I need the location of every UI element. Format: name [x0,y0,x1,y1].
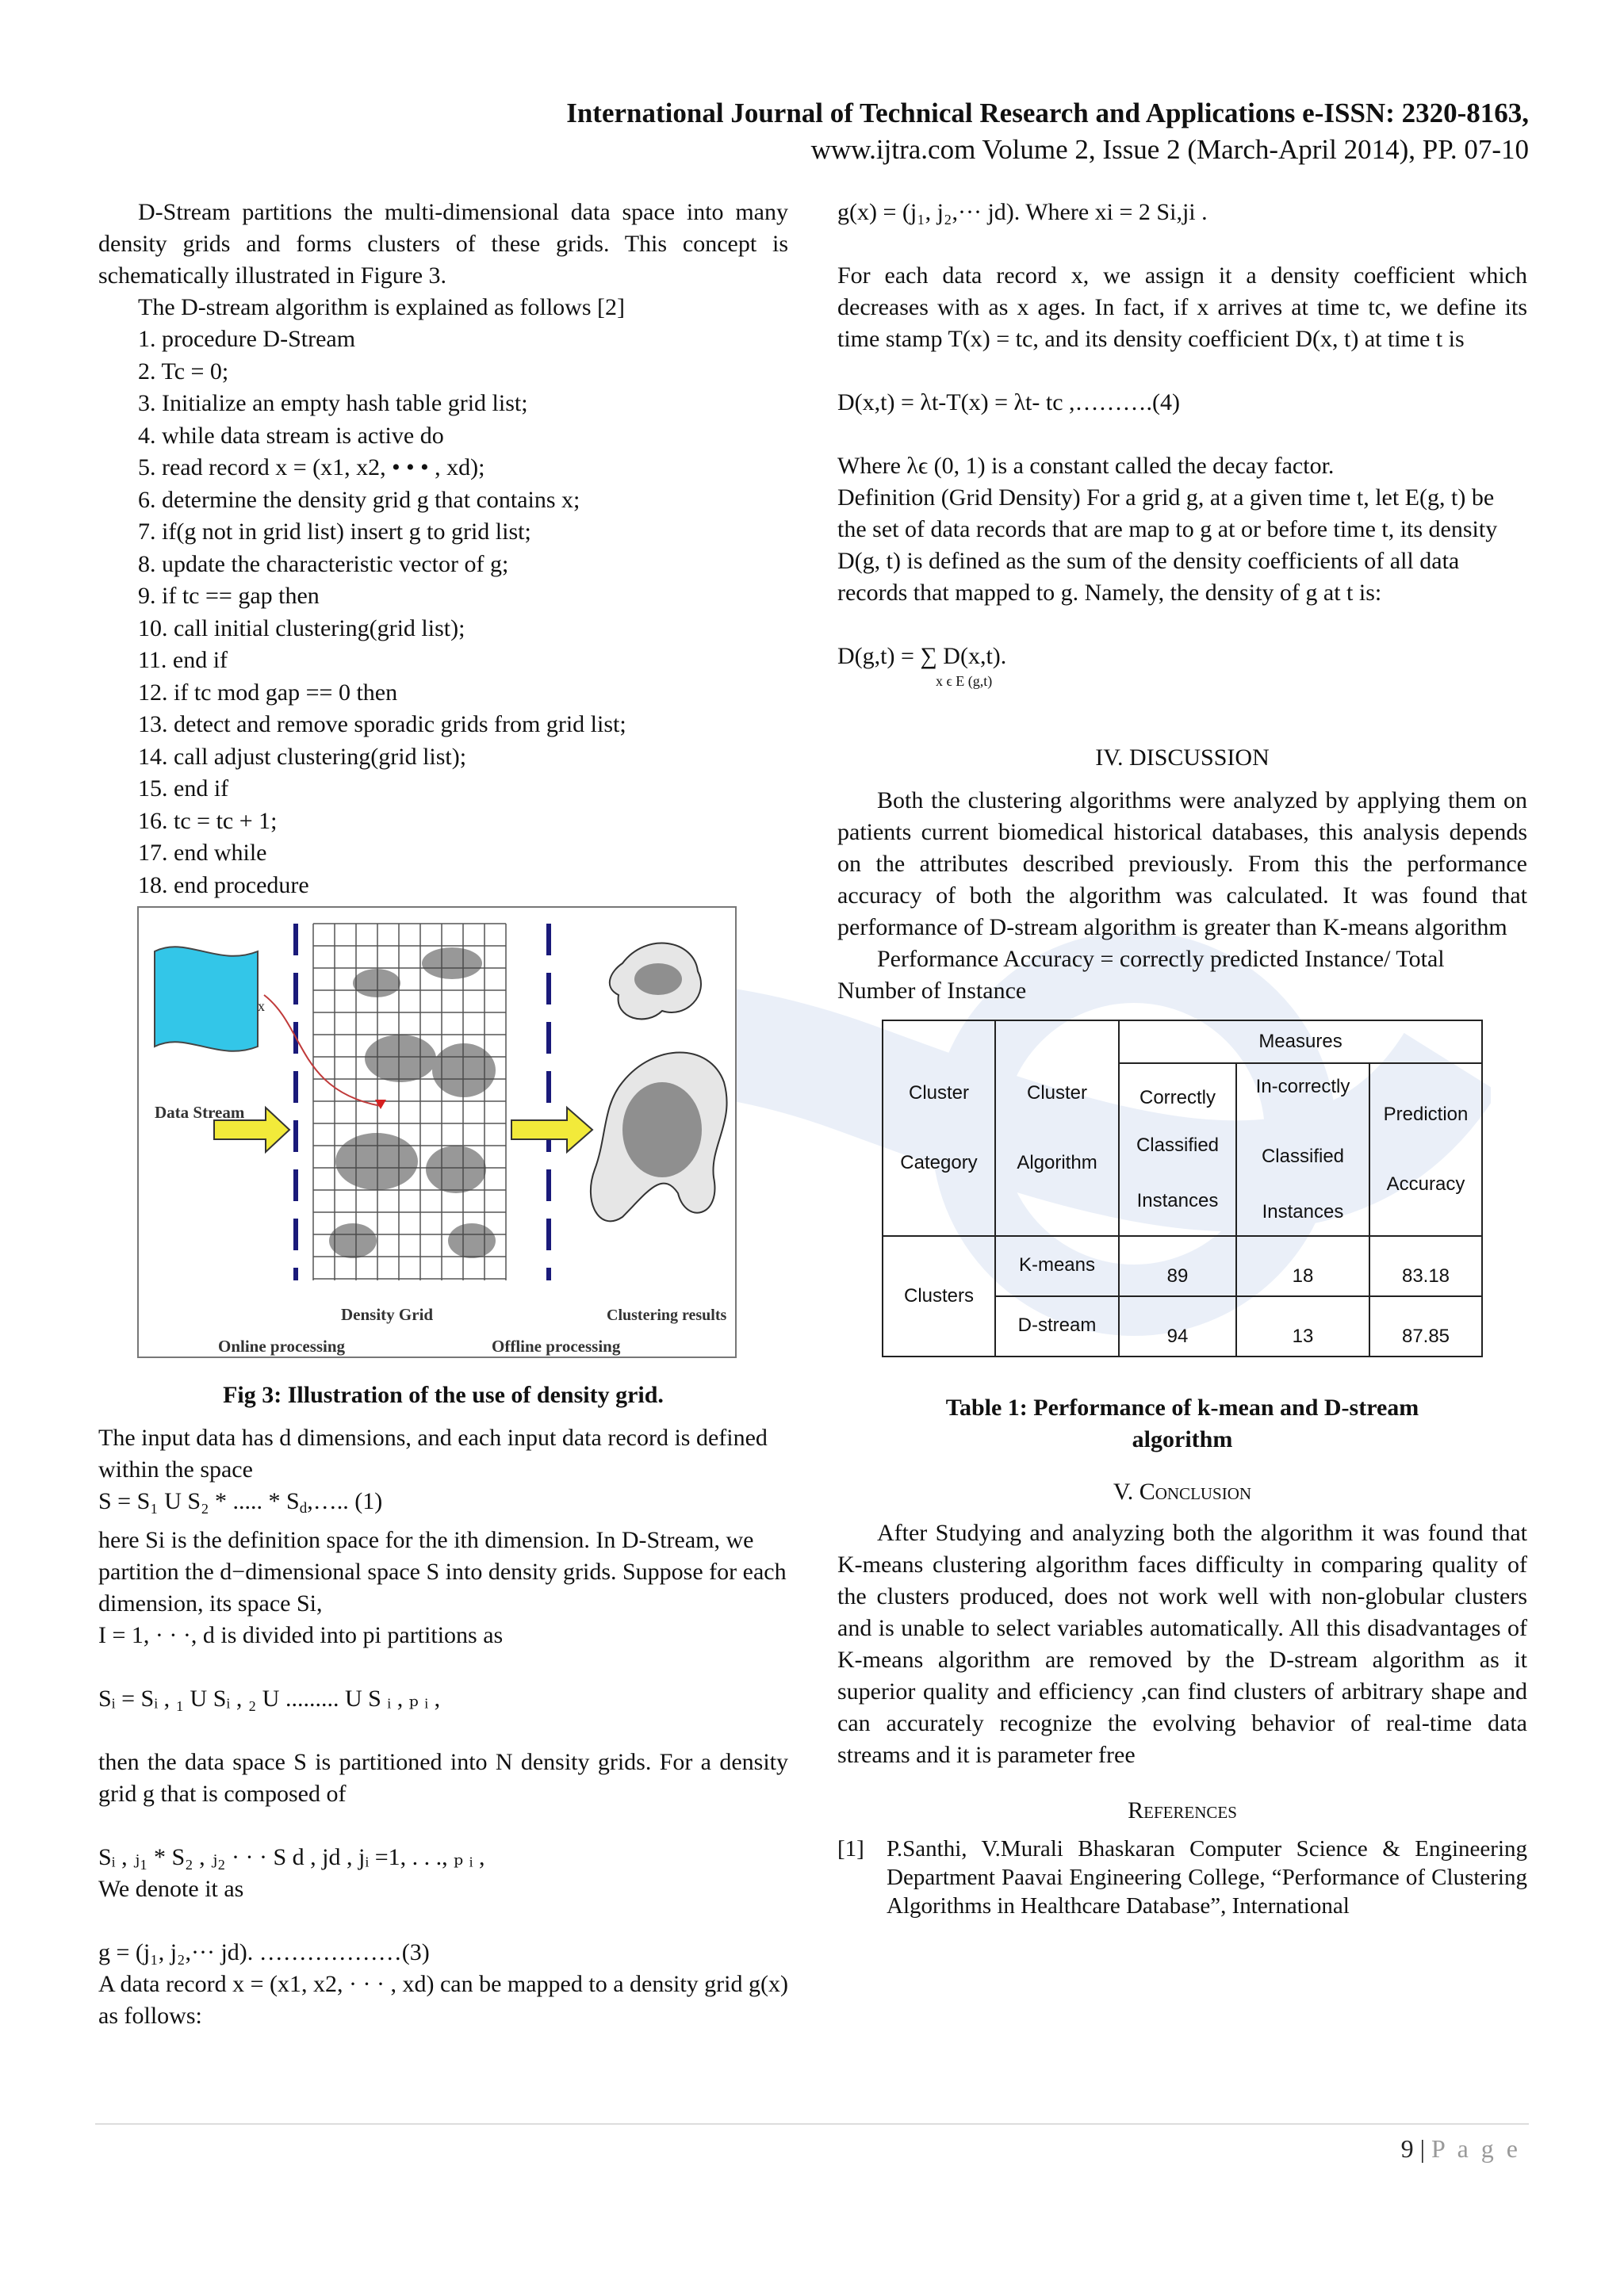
algorithm-step: 2. Tc = 0; [138,358,229,385]
arrow-icon [511,1108,592,1152]
cell-correct: 94 [1119,1296,1236,1357]
algorithm-step: 9. if tc == gap then [138,583,320,609]
equation-density: D(g,t) = ∑ D(x,t). [837,643,1007,669]
algorithm-step: 11. end if [138,647,228,673]
cell-incorrect: 13 [1236,1296,1369,1357]
footer-divider [95,2123,1529,2125]
right-column [837,197,1527,1920]
journal-volume-line: www.ijtra.com Volume 2, Issue 2 (March-April 2014), PP. 07-10 [810,134,1529,165]
equation-3: g = (j₁, j₂,··· jd). ………………(3) [98,1939,430,1965]
algorithm-step: 1. procedure D-Stream [138,326,356,352]
partition-paragraph: I = 1, · · ·, d is divided into pi partitions as [98,1622,504,1648]
density-grid-diagram [139,908,735,1357]
running-header [566,95,1529,168]
cell-incorrect: 18 [1236,1236,1369,1296]
algorithm-step: 3. Initialize an empty hash table grid list; [138,390,528,416]
algorithm-step: 18. end procedure [138,871,309,898]
page-word: P a g e [1431,2134,1521,2163]
algorithm-step: 6. determine the density grid g that contains x; [138,486,580,513]
algorithm-steps [138,323,788,901]
algorithm-step: 5. read record x = (x1, x2, • • • , xd); [138,454,485,480]
header-correctly-classified: Correctly Classified Instances [1119,1063,1236,1236]
figure-density-grid [137,906,737,1358]
algorithm-step: 4. while data stream is active do [138,422,444,449]
equation-grid: Sᵢ , ⱼ₁ * S₂ , ⱼ₂ · · · S d , jd , jᵢ =1, . . ., ₚ ᵢ , [98,1844,485,1870]
algorithm-step: 12. if tc mod gap == 0 then [138,679,398,706]
cell-algorithm: K-means [995,1236,1119,1296]
references-heading: References [1128,1797,1237,1823]
equation-density-subscript: x ϵ E (g,t) [936,673,993,689]
x-label: x [258,998,265,1014]
algorithm-step: 10. call initial clustering(grid list); [138,614,465,641]
header-measures: Measures [1119,1020,1482,1063]
data-stream-shape [155,947,258,1051]
algorithm-step: 14. call adjust clustering(grid list); [138,743,467,770]
input-paragraph: The input data has d dimensions, and each input data record is defined within the space [98,1425,768,1483]
performance-formula: Performance Accuracy = correctly predicted Instance/ Total Number of Instance [837,946,1445,1004]
equation-4: D(x,t) = λt-T(x) = λt- tc ,……….(4) [837,389,1180,415]
cell-algorithm: D-stream [995,1296,1119,1357]
left-column-lower [98,1380,788,2032]
cell-accuracy: 87.85 [1369,1296,1482,1357]
reference-item [837,1835,1527,1920]
algorithm-step: 17. end while [138,840,267,866]
mapping-paragraph: A data record x = (x1, x2, · · · , xd) can be mapped to a density grid g(x) as follows: [98,1971,788,2029]
mapping-curve [264,995,381,1106]
online-processing-label: Online processing [218,1337,346,1356]
journal-issn: e-ISSN: 2320-8163, [1295,98,1529,128]
discussion-paragraph: Both the clustering algorithms were analyzed by applying them on patients current biomedical historical databases, this analysis depends on the attributes described previously. From this the performance accuracy of both the algorithm was calculated. It was found that performance of D-stream algorithm is greater than K-means algorithm [837,787,1527,940]
equation-2: Sᵢ = Sᵢ , ₁ U Sᵢ , ₂ U ......... U S ᵢ , ₚ ᵢ , [98,1686,441,1712]
partition-grids-paragraph: then the data space S is partitioned into N density grids. For a density grid g that is composed of [98,1749,788,1807]
header-cluster-algorithm: Cluster Algorithm [995,1020,1119,1236]
conclusion-paragraph: After Studying and analyzing both the algorithm it was found that K-means clustering algorithm faces difficulty in comparing quality of the clusters produced, does not work well with non-globular clusters and is unable to select variables automatically. All this disadvantages of K-means algorithm are removed by the D-stream algorithm as it superior quality and efficiency ,can find clusters of arbitrary shape and can accurately recognize the evolving behavior of real-time data streams and it is parameter free [837,1520,1527,1768]
section-heading-discussion: IV. DISCUSSION [1095,744,1270,771]
density-grid-label: Density Grid [341,1305,434,1324]
intro-paragraph: D-Stream partitions the multi-dimensional data space into many density grids and forms clusters of these grids. This concept is schematically illustrated in Figure 3. [98,199,788,289]
table-caption: Table 1: Performance of k-mean and D-stream algorithm [945,1395,1419,1452]
data-stream-label: Data Stream [155,1103,245,1122]
cell-category: Clusters [883,1236,995,1357]
performance-table [882,1020,1483,1357]
header-cluster-category: Cluster Category [883,1020,995,1236]
page-footer: 9 | P a g e [1400,2134,1521,2163]
algorithm-step: 7. if(g not in grid list) insert g to grid list; [138,519,531,545]
table-row [883,1236,1482,1296]
section-heading-conclusion: V. Conclusion [1113,1479,1252,1505]
equation-1: S = S₁ U S₂ * ..... * $S_d,\dots$.. (1) [98,1488,383,1517]
grid-density-definition: Definition (Grid Density) For a grid g, at a given time t, let E(g, t) be the set of data records that are map to g at or before time t, its density D(g, t) is defined as the sum of the density coefficients of all data records that mapped to g. Namely, the density of g at t is: [837,484,1498,606]
reference-text: P.Santhi, V.Murali Bhaskaran Computer Science & Engineering Department Paavai Engineering College, “Performance of Clustering Algorithms in Healthcare Database”, International [887,1836,1527,1919]
algorithm-step: 13. detect and remove sporadic grids from grid list; [138,711,626,737]
left-column [98,197,788,901]
offline-processing-label: Offline processing [492,1337,621,1356]
algorithm-step: 8. update the characteristic vector of g; [138,550,509,577]
cell-accuracy: 83.18 [1369,1236,1482,1296]
decay-factor-text: Where λϵ (0, 1) is a constant called the decay factor. [837,453,1335,479]
definition-paragraph: here Si is the definition space for the ith dimension. In D-Stream, we partition the d−dimensional space S into density grids. Suppose for each dimension, its space Si, [98,1527,787,1617]
journal-name: International Journal of Technical Research and Applications [566,98,1296,128]
equation-gx: g(x) = (j₁, j₂,··· jd). Where xi = 2 Si,ji . [837,199,1208,225]
algorithm-intro: The D-stream algorithm is explained as follows [2] [138,294,626,320]
figure-caption: Fig 3: Illustration of the use of density grid. [223,1382,664,1408]
algorithm-step: 15. end if [138,775,229,802]
density-coefficient-paragraph: For each data record x, we assign it a density coefficient which decreases with as x ages. In fact, if x arrives at time tc, we define its time stamp T(x) = tc, and its density coefficient D(x, t) at time t is [837,262,1527,352]
clustering-results-label: Clustering results [607,1307,727,1324]
denote-paragraph: We denote it as [98,1876,244,1902]
header-incorrectly-classified: In-correctly Classified Instances [1236,1063,1369,1236]
cell-correct: 89 [1119,1236,1236,1296]
reference-number: [1] [837,1836,864,1862]
algorithm-step: 16. tc = tc + 1; [138,807,278,834]
header-prediction-accuracy: Prediction Accuracy [1369,1063,1482,1236]
grid-points [329,947,496,1258]
page-number: 9 [1400,2134,1414,2163]
